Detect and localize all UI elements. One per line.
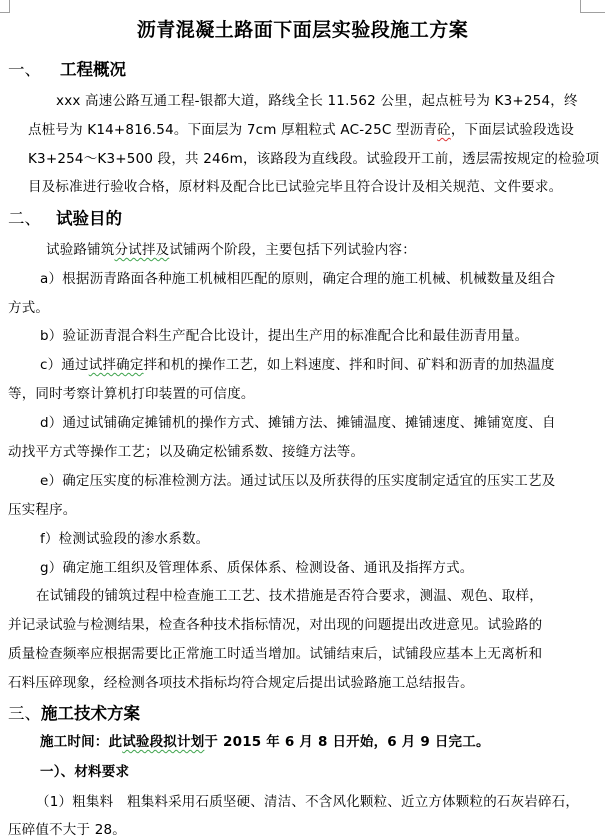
paragraph-line: 试验路铺筑分试拌及试铺两个阶段，主要包括下列试验内容： <box>46 242 416 258</box>
section-title: 试验目的 <box>56 209 122 228</box>
section-heading-1 <box>8 62 126 79</box>
grammar-flag[interactable]: 试拌确定 <box>88 357 144 373</box>
paragraph-line: K3+254～K3+500 段，共 246m，该路段为直线段。试验段开工前，透层需按规定的检验项 <box>28 151 600 167</box>
paragraph-line: 在试铺段的铺筑过程中检查施工工艺、技术措施是否符合要求，测温、观色、取样， <box>36 588 543 604</box>
paragraph-line: 石料压碎现象，经检测各项技术指标均符合规定后提出试验路施工总结报告。 <box>8 675 474 691</box>
paragraph-line: 目及标准进行验收合格，原材料及配合比已试验完毕且符合设计及相关规范、文件要求。 <box>28 179 563 195</box>
grammar-flag[interactable]: 分试拌及 <box>114 242 170 258</box>
list-item-a: a）根据沥青路面各种施工机械相匹配的原则，确定合理的施工机械、机械数量及组合 <box>40 271 556 287</box>
list-item-d: d）通过试铺确定摊铺机的操作方式、摊铺方法、摊铺温度、摊铺速度、摊铺宽度、自 <box>40 415 556 431</box>
paragraph-line: 点桩号为 K14+816.54。下面层为 7cm 厚粗粒式 AC-25C 型沥青砼，下面层试验段选设 <box>28 122 575 138</box>
list-item-a-cont: 方式。 <box>8 300 50 316</box>
page-corner-mark-top-right <box>580 0 605 13</box>
spellcheck-flag[interactable]: 砼 <box>437 122 451 138</box>
paragraph-line: 压碎值不大于 28。 <box>8 822 126 838</box>
subsection-heading: 一）、材料要求 <box>40 764 130 780</box>
construction-time: 施工时间：此试验段拟计划于 2015 年 6 月 8 日开始，6 月 9 日完工。 <box>40 734 490 750</box>
paragraph-line: 质量检查频率应根据需要比正常施工时适当增加。试铺结束后，试铺段应基本上无离析和 <box>8 646 543 662</box>
section-heading-2 <box>8 211 122 228</box>
list-item-c-cont: 等，同时考察计算机打印装置的可信度。 <box>8 386 255 402</box>
page-corner-mark-top-left <box>0 0 10 13</box>
section-heading-3 <box>8 706 140 723</box>
list-item-g: g）确定施工组织及管理体系、质保体系、检测设备、通讯及指挥方式。 <box>40 560 474 576</box>
list-item-d-cont: 动找平方式等操作工艺；以及确定松铺系数、接缝方法等。 <box>8 444 365 460</box>
list-item-c: c）通过试拌确定拌和机的操作工艺，如上料速度、拌和时间、矿料和沥青的加热温度 <box>40 357 555 373</box>
paragraph-line: xxx 高速公路互通工程-银都大道，路线全长 11.562 公里，起点桩号为 K3+254，终 <box>56 93 578 109</box>
section-number: 三、 <box>8 704 41 723</box>
section-title: 工程概况 <box>60 60 126 79</box>
section-title: 施工技术方案 <box>41 704 140 723</box>
list-item-e-cont: 压实程序。 <box>8 502 77 518</box>
section-number: 二、 <box>8 209 41 228</box>
paragraph-line: （1）粗集料 粗集料采用石质坚硬、清洁、不含风化颗粒、近立方体颗粒的石灰岩碎石， <box>36 794 580 810</box>
paragraph-line: 并记录试验与检测结果，检查各种技术指标情况，对出现的问题提出改进意见。试验路的 <box>8 617 543 633</box>
grammar-flag[interactable]: 试验段拟计划 <box>122 734 205 750</box>
list-item-b: b）验证沥青混合料生产配合比设计，提出生产用的标准配合比和最佳沥青用量。 <box>40 328 529 344</box>
document-title: 沥青混凝土路面下面层实验段施工方案 <box>136 19 469 41</box>
list-item-f: f）检测试验段的渗水系数。 <box>40 531 210 547</box>
section-number: 一、 <box>8 60 41 79</box>
list-item-e: e）确定压实度的标准检测方法。通过试压以及所获得的压实度制定适宜的压实工艺及 <box>40 473 556 489</box>
